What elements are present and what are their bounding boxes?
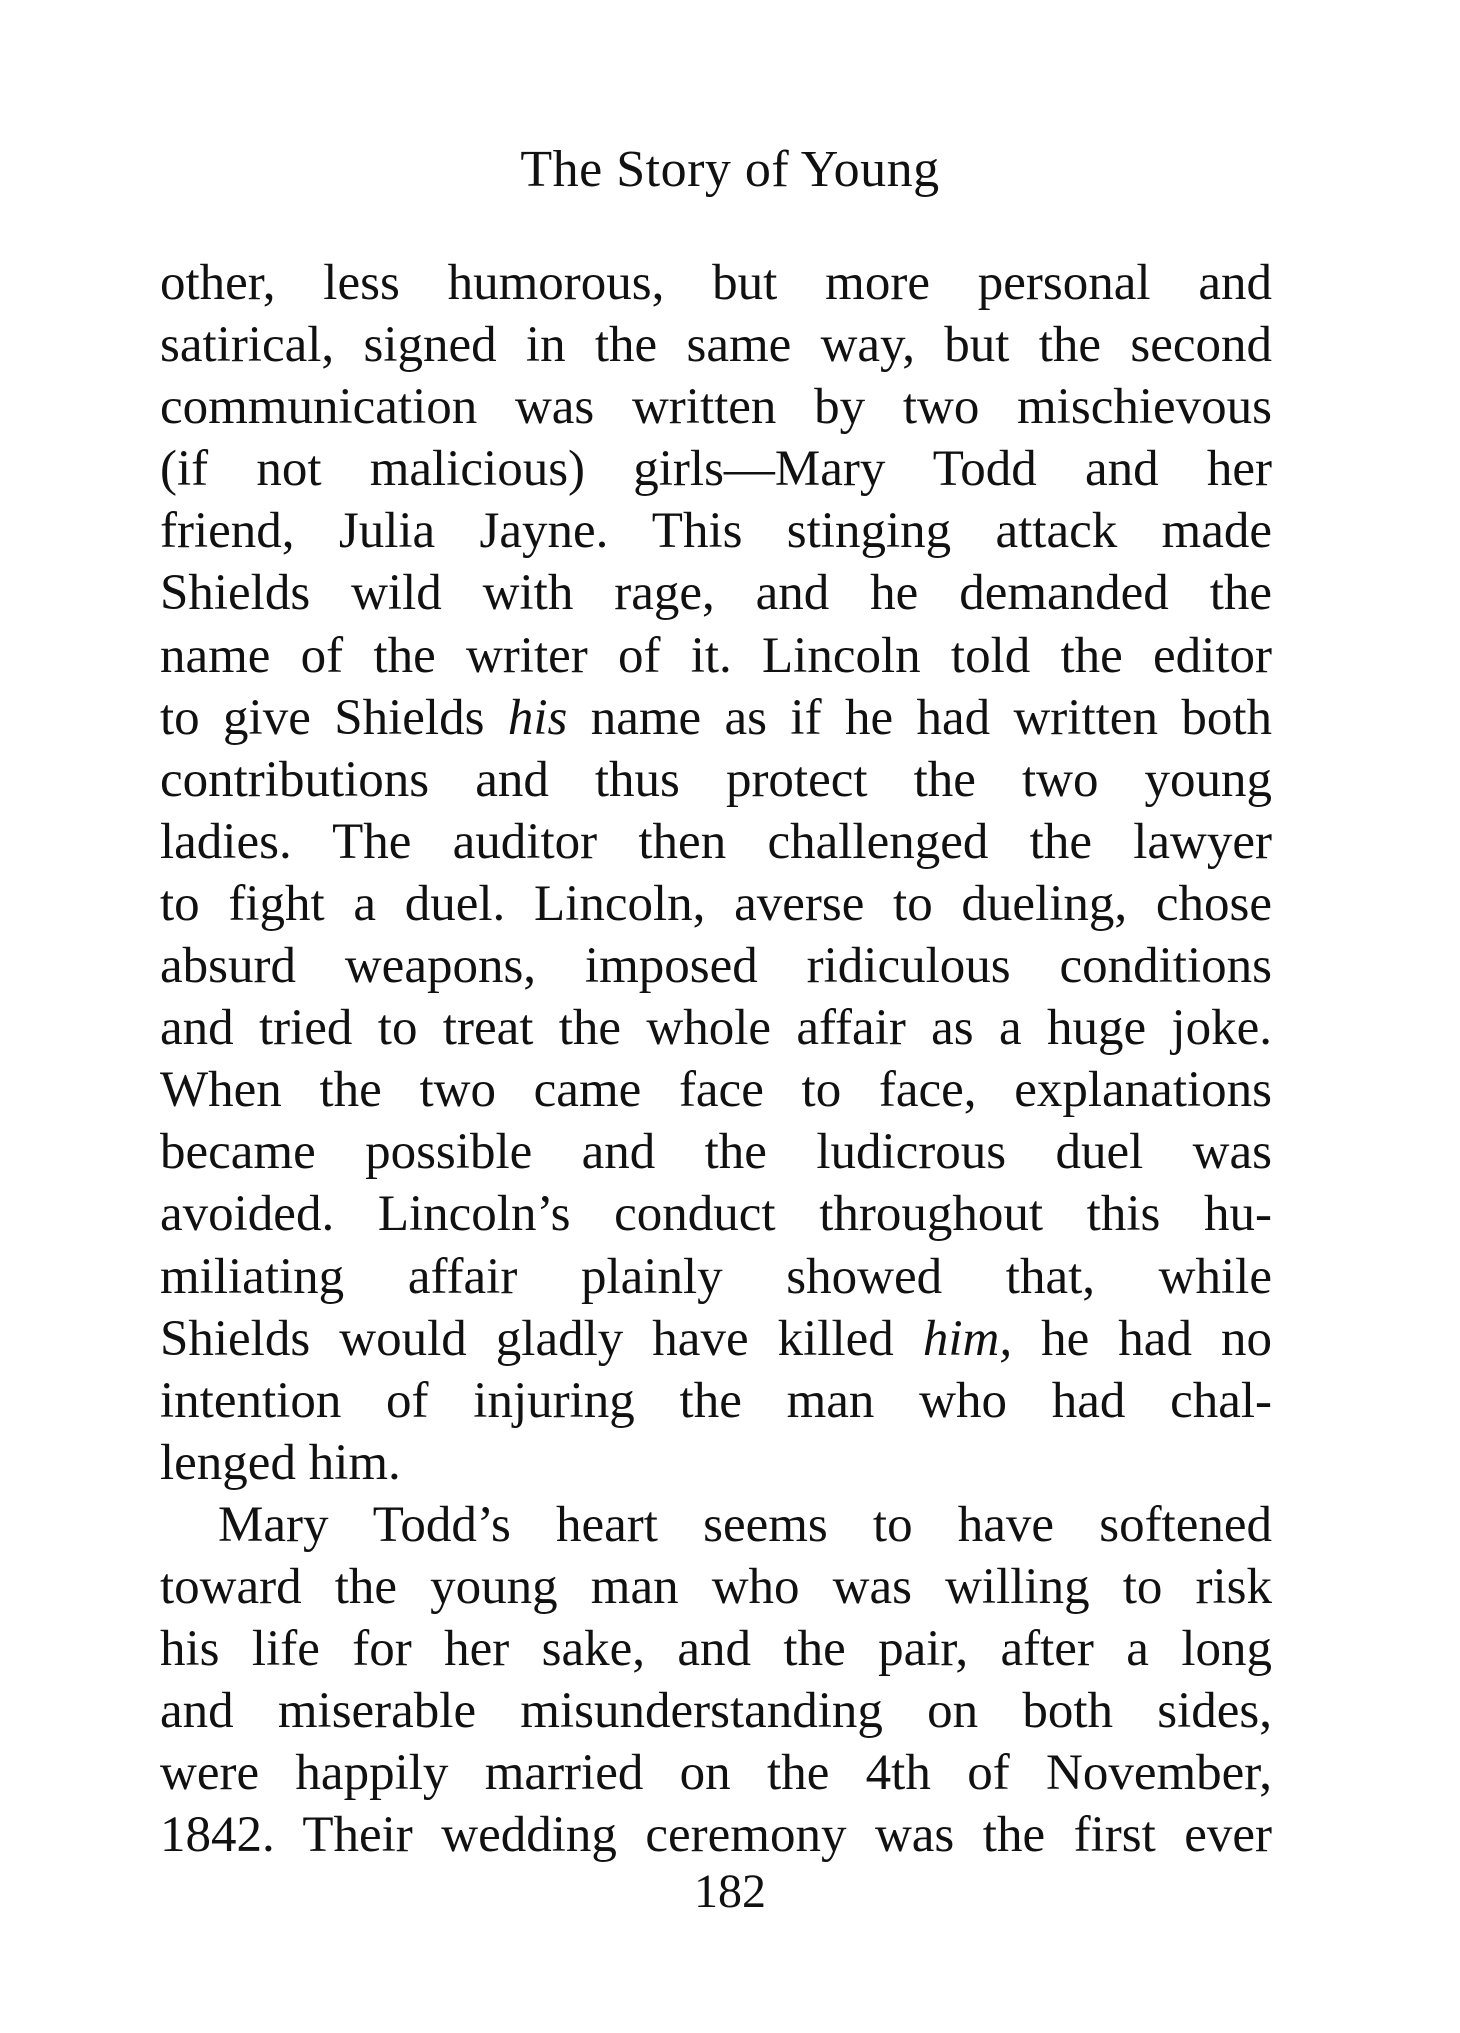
text-line: to fight a duel. Lincoln, averse to dueling, chose bbox=[160, 875, 1272, 932]
body-text bbox=[160, 252, 1272, 1866]
text-run: Shields would gladly have killed bbox=[160, 1310, 923, 1367]
text-line: avoided. Lincoln’s conduct throughout this hu- bbox=[160, 1186, 1272, 1243]
text-line: toward the young man who was willing to risk bbox=[160, 1558, 1272, 1615]
text-line: miliating affair plainly showed that, while bbox=[160, 1248, 1272, 1305]
text-line: name of the writer of it. Lincoln told the editor bbox=[160, 627, 1272, 684]
text-line: were happily married on the 4th of November, bbox=[160, 1745, 1272, 1802]
page-number: 182 bbox=[694, 1865, 766, 1918]
text-line: Mary Todd’s heart seems to have softened bbox=[218, 1496, 1272, 1553]
text-run: name as if he had written both bbox=[567, 689, 1272, 746]
italic-emphasis: him, bbox=[922, 1310, 1013, 1367]
text-line: ladies. The auditor then challenged the lawyer bbox=[160, 813, 1272, 870]
text-line: When the two came face to face, explanations bbox=[160, 1062, 1272, 1119]
text-run: he had no bbox=[1012, 1310, 1272, 1367]
text-line: Shields wild with rage, and he demanded the bbox=[160, 565, 1272, 622]
text-line: contributions and thus protect the two young bbox=[160, 751, 1272, 808]
text-line: friend, Julia Jayne. This stinging attack made bbox=[160, 503, 1272, 560]
text-line bbox=[160, 1308, 1272, 1370]
text-line: absurd weapons, imposed ridiculous conditions bbox=[160, 938, 1272, 995]
text-line: became possible and the ludicrous duel was bbox=[160, 1124, 1272, 1181]
text-line: other, less humorous, but more personal and bbox=[160, 255, 1272, 311]
text-line: 1842. Their wedding ceremony was the first ever bbox=[160, 1807, 1272, 1864]
running-head: The Story of Young bbox=[520, 141, 940, 198]
text-line: intention of injuring the man who had chal- bbox=[160, 1372, 1272, 1429]
text-line: communication was written by two mischievous bbox=[160, 379, 1272, 436]
text-line: lenged him. bbox=[160, 1434, 401, 1491]
text-line: and miserable misunderstanding on both sides, bbox=[160, 1683, 1272, 1740]
text-line: his life for her sake, and the pair, after a long bbox=[160, 1621, 1272, 1678]
text-line: and tried to treat the whole affair as a huge joke. bbox=[160, 1000, 1272, 1057]
text-line bbox=[160, 687, 1272, 749]
italic-emphasis: his bbox=[507, 689, 568, 746]
paragraph-2 bbox=[160, 1494, 1272, 1867]
text-line: satirical, signed in the same way, but the second bbox=[160, 317, 1272, 374]
paragraph-1 bbox=[160, 252, 1272, 1494]
text-line: (if not malicious) girls—Mary Todd and her bbox=[160, 441, 1272, 498]
text-run: to give Shields bbox=[160, 689, 508, 746]
